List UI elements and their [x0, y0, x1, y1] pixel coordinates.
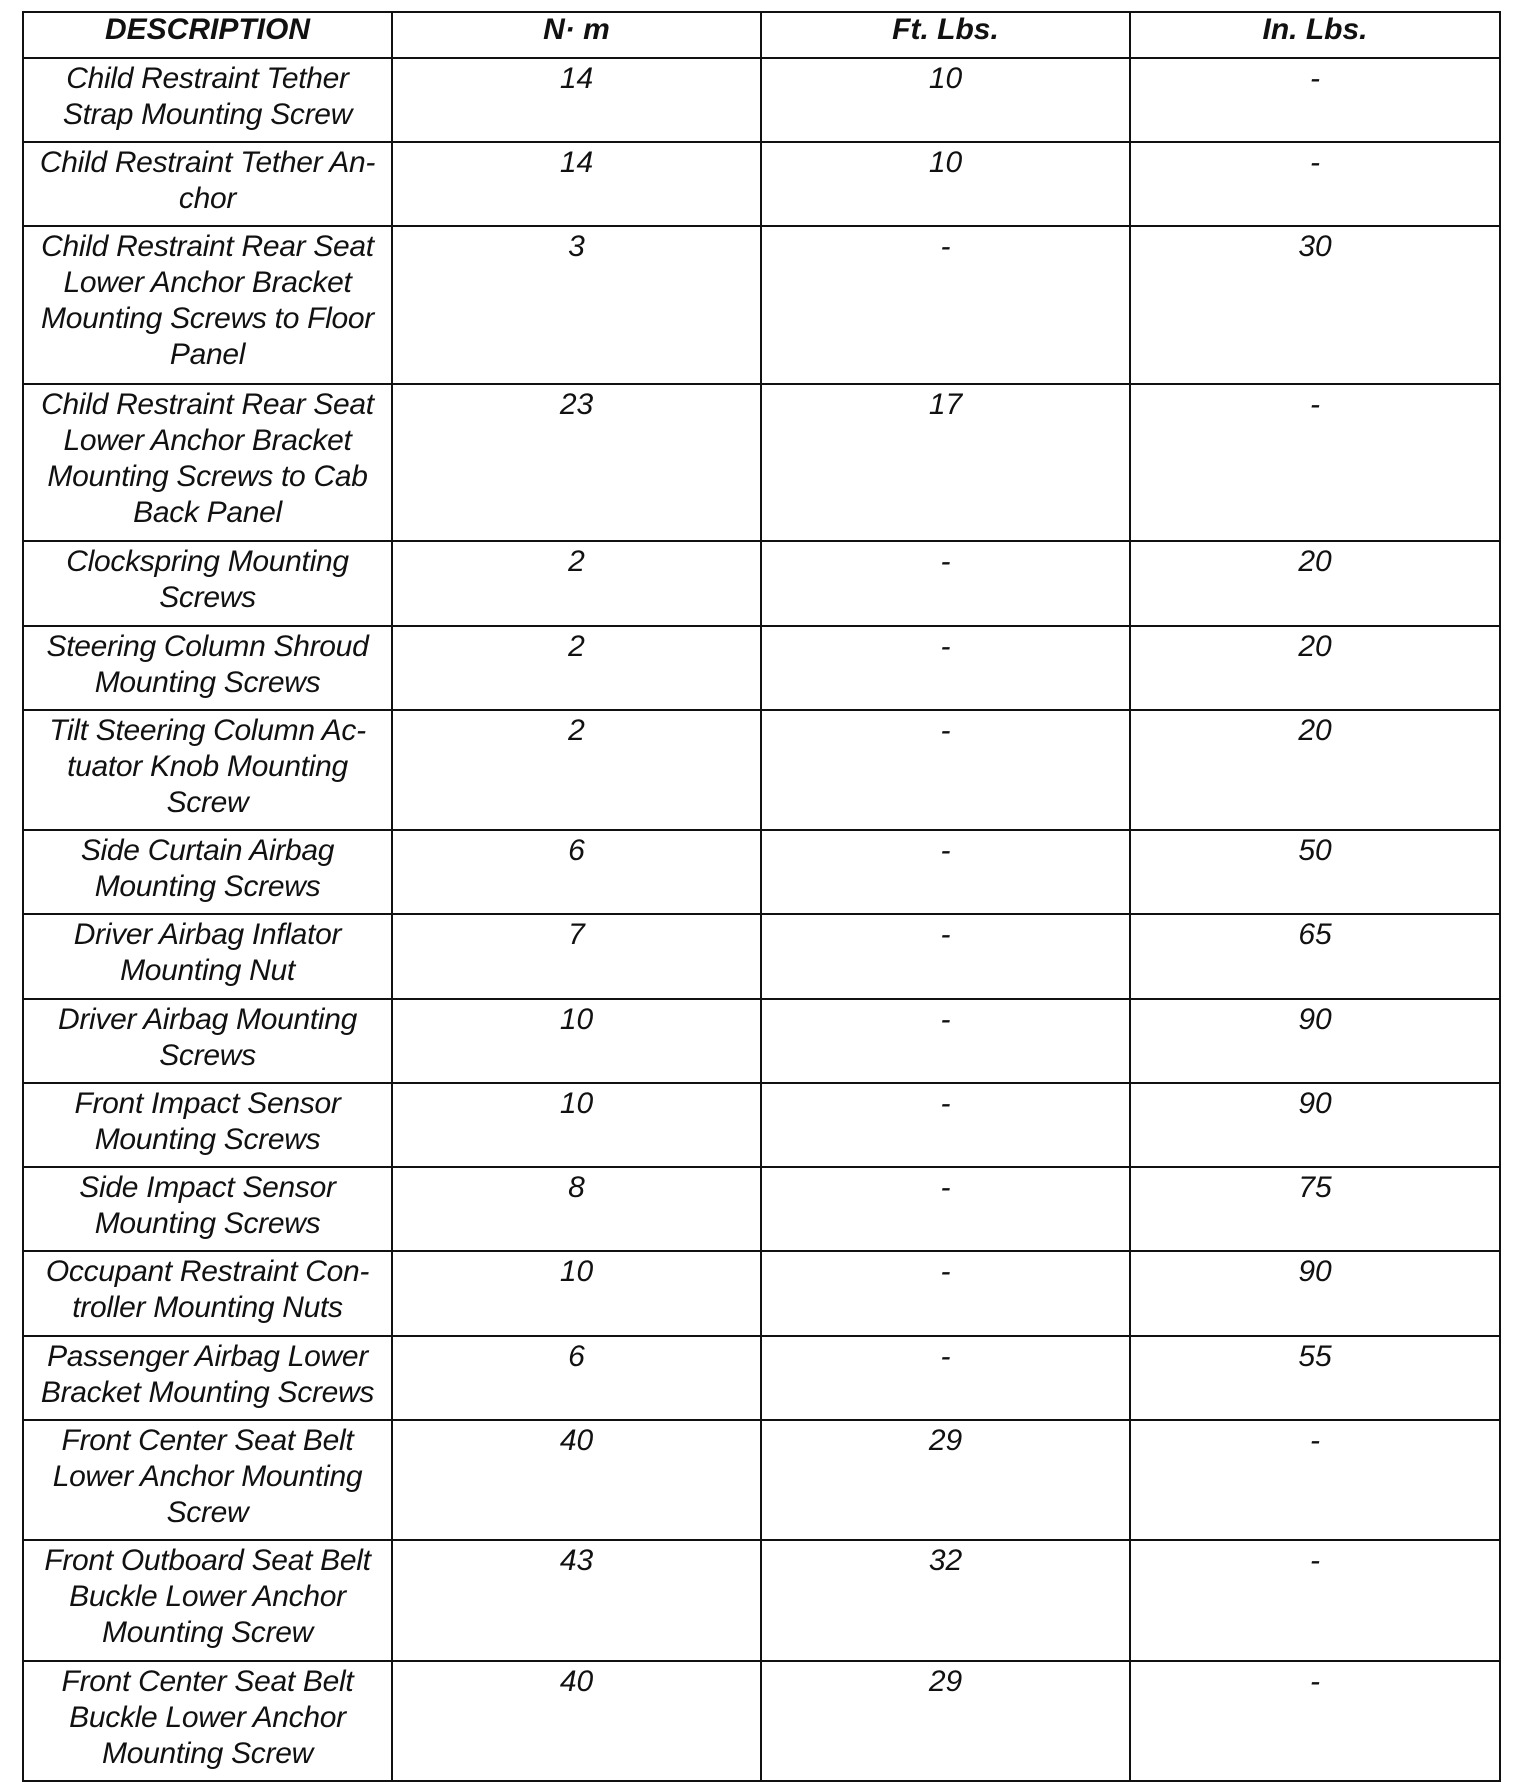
table-row	[23, 710, 1500, 830]
table-row	[23, 1661, 1500, 1781]
cell-newton-meters: 6	[392, 830, 761, 914]
cell-newton-meters: 2	[392, 626, 761, 710]
cell-foot-pounds: -	[761, 626, 1130, 710]
table-row	[23, 914, 1500, 998]
cell-inch-pounds: 55	[1130, 1336, 1500, 1420]
cell-inch-pounds: 65	[1130, 914, 1500, 998]
table-row	[23, 830, 1500, 914]
cell-foot-pounds: -	[761, 541, 1130, 625]
cell-foot-pounds: -	[761, 999, 1130, 1083]
cell-newton-meters: 23	[392, 384, 761, 541]
cell-description: Passenger Airbag Lower Bracket Mounting Screws	[23, 1336, 392, 1420]
header-description: DESCRIPTION	[23, 12, 392, 58]
cell-inch-pounds: 20	[1130, 541, 1500, 625]
cell-newton-meters: 10	[392, 1083, 761, 1167]
cell-description: Front Center Seat Belt Lower Anchor Mounting Screw	[23, 1420, 392, 1540]
cell-inch-pounds: 20	[1130, 710, 1500, 830]
table-row	[23, 1251, 1500, 1335]
cell-inch-pounds: -	[1130, 1540, 1500, 1660]
cell-description: Child Restraint Rear Seat Lower Anchor Bracket Mounting Screws to Cab Back Panel	[23, 384, 392, 541]
cell-foot-pounds: 32	[761, 1540, 1130, 1660]
cell-foot-pounds: -	[761, 830, 1130, 914]
cell-foot-pounds: 17	[761, 384, 1130, 541]
cell-newton-meters: 7	[392, 914, 761, 998]
table-row	[23, 1083, 1500, 1167]
cell-newton-meters: 14	[392, 142, 761, 226]
table-row	[23, 58, 1500, 142]
cell-inch-pounds: -	[1130, 1661, 1500, 1781]
cell-newton-meters: 10	[392, 999, 761, 1083]
cell-inch-pounds: 30	[1130, 226, 1500, 383]
table-row	[23, 142, 1500, 226]
torque-specifications-table	[22, 11, 1501, 1782]
header-newton-meters: N· m	[392, 12, 761, 58]
cell-description: Front Impact Sensor Mounting Screws	[23, 1083, 392, 1167]
cell-inch-pounds: -	[1130, 142, 1500, 226]
table-row	[23, 1336, 1500, 1420]
cell-inch-pounds: 50	[1130, 830, 1500, 914]
cell-description: Driver Airbag Mounting Screws	[23, 999, 392, 1083]
cell-inch-pounds: 20	[1130, 626, 1500, 710]
cell-description: Child Restraint Tether Strap Mounting Screw	[23, 58, 392, 142]
cell-description: Driver Airbag Inflator Mounting Nut	[23, 914, 392, 998]
table-row	[23, 1167, 1500, 1251]
cell-newton-meters: 40	[392, 1420, 761, 1540]
header-foot-pounds: Ft. Lbs.	[761, 12, 1130, 58]
cell-foot-pounds: 29	[761, 1661, 1130, 1781]
cell-newton-meters: 8	[392, 1167, 761, 1251]
cell-foot-pounds: -	[761, 1251, 1130, 1335]
table-row	[23, 1540, 1500, 1660]
cell-newton-meters: 14	[392, 58, 761, 142]
cell-description: Side Curtain Airbag Mounting Screws	[23, 830, 392, 914]
cell-description: Front Center Seat Belt Buckle Lower Anchor Mounting Screw	[23, 1661, 392, 1781]
cell-foot-pounds: -	[761, 914, 1130, 998]
cell-foot-pounds: -	[761, 710, 1130, 830]
cell-newton-meters: 10	[392, 1251, 761, 1335]
cell-inch-pounds: -	[1130, 58, 1500, 142]
cell-inch-pounds: 75	[1130, 1167, 1500, 1251]
cell-newton-meters: 3	[392, 226, 761, 383]
cell-foot-pounds: -	[761, 226, 1130, 383]
cell-inch-pounds: -	[1130, 384, 1500, 541]
cell-newton-meters: 40	[392, 1661, 761, 1781]
cell-description: Child Restraint Tether An-chor	[23, 142, 392, 226]
table-row	[23, 626, 1500, 710]
table-row	[23, 226, 1500, 383]
table-header-row	[23, 12, 1500, 58]
cell-description: Steering Column Shroud Mounting Screws	[23, 626, 392, 710]
table-row	[23, 1420, 1500, 1540]
cell-description: Clockspring Mounting Screws	[23, 541, 392, 625]
header-inch-pounds: In. Lbs.	[1130, 12, 1500, 58]
cell-newton-meters: 43	[392, 1540, 761, 1660]
cell-foot-pounds: 29	[761, 1420, 1130, 1540]
cell-description: Occupant Restraint Con-troller Mounting Nuts	[23, 1251, 392, 1335]
cell-newton-meters: 6	[392, 1336, 761, 1420]
cell-description: Child Restraint Rear Seat Lower Anchor Bracket Mounting Screws to Floor Panel	[23, 226, 392, 383]
cell-newton-meters: 2	[392, 541, 761, 625]
cell-foot-pounds: 10	[761, 142, 1130, 226]
cell-foot-pounds: -	[761, 1167, 1130, 1251]
cell-inch-pounds: 90	[1130, 1083, 1500, 1167]
cell-description: Front Outboard Seat Belt Buckle Lower Anchor Mounting Screw	[23, 1540, 392, 1660]
cell-newton-meters: 2	[392, 710, 761, 830]
table-row	[23, 384, 1500, 541]
cell-inch-pounds: 90	[1130, 1251, 1500, 1335]
cell-foot-pounds: -	[761, 1336, 1130, 1420]
cell-inch-pounds: -	[1130, 1420, 1500, 1540]
table-row	[23, 999, 1500, 1083]
cell-foot-pounds: -	[761, 1083, 1130, 1167]
cell-description: Side Impact Sensor Mounting Screws	[23, 1167, 392, 1251]
cell-inch-pounds: 90	[1130, 999, 1500, 1083]
cell-description: Tilt Steering Column Ac-tuator Knob Mounting Screw	[23, 710, 392, 830]
table-row	[23, 541, 1500, 625]
cell-foot-pounds: 10	[761, 58, 1130, 142]
